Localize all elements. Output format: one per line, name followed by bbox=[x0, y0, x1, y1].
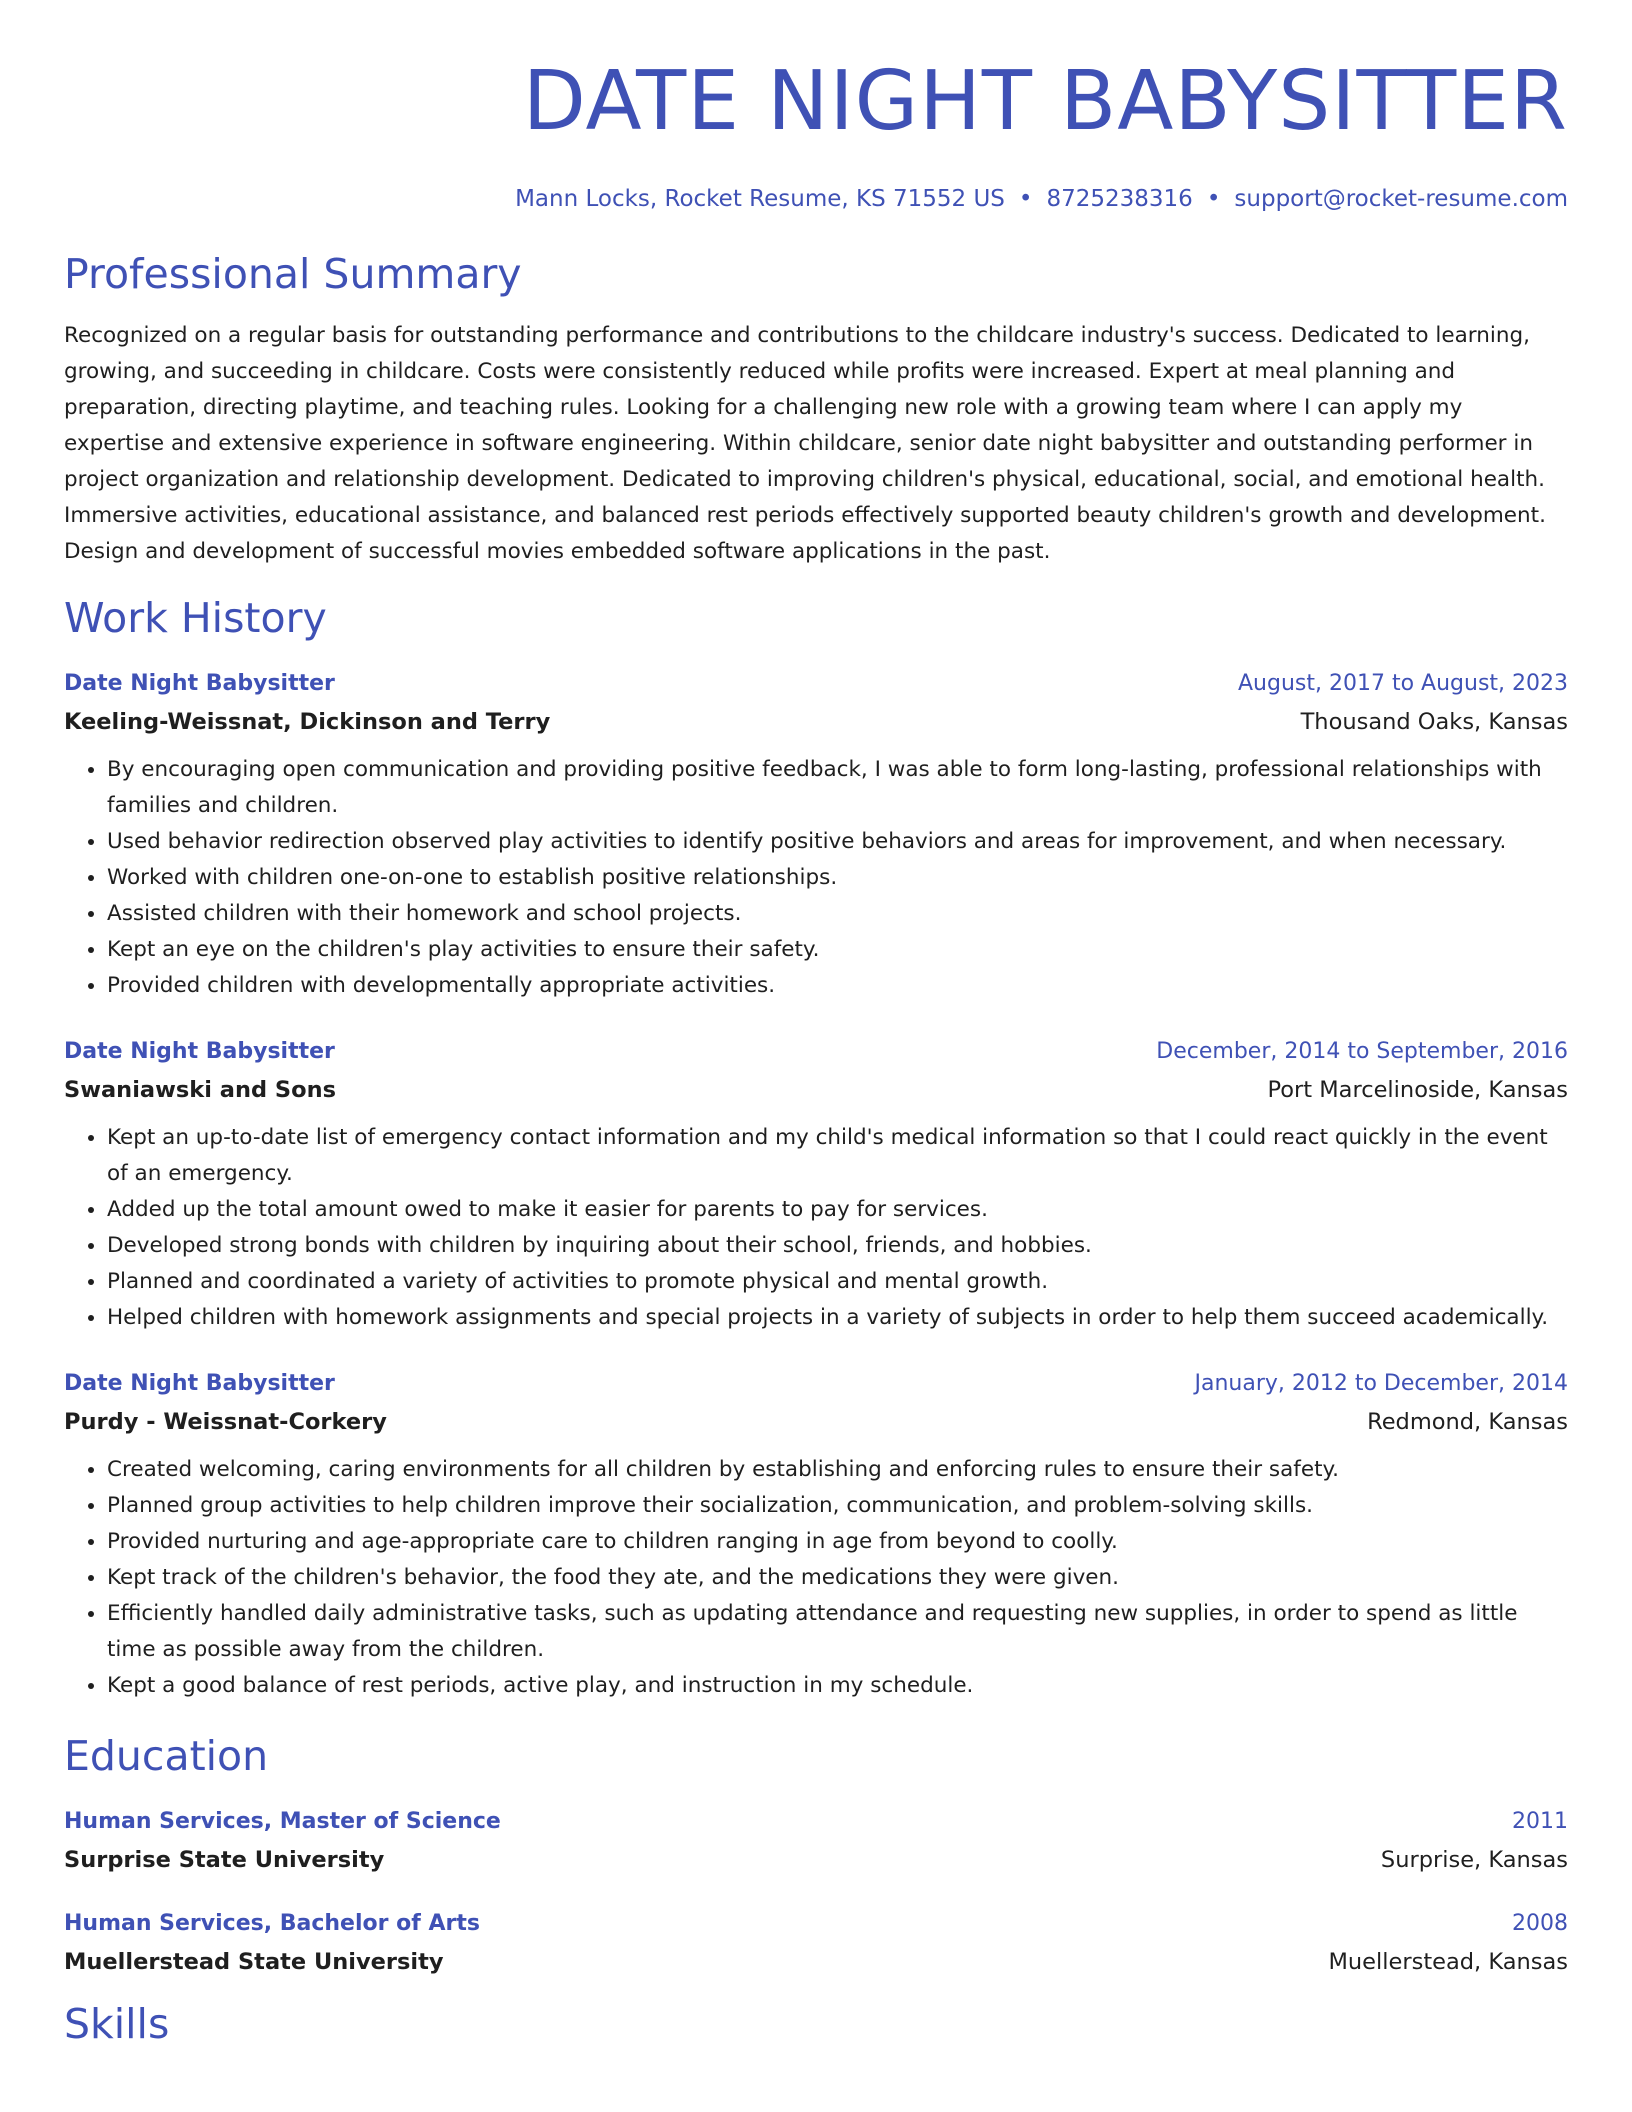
education-entry bbox=[64, 1804, 1568, 1880]
contact-email[interactable]: support@rocket-resume.com bbox=[1234, 186, 1568, 212]
skills-heading: Skills bbox=[64, 2000, 170, 2048]
graduation-year: 2011 bbox=[1512, 1809, 1568, 1834]
contact-line bbox=[64, 182, 1568, 216]
job-company: Swaniawski and Sons bbox=[64, 1077, 336, 1103]
job-company: Purdy - Weissnat-Corkery bbox=[64, 1409, 387, 1435]
bullet-item: • Kept an eye on the children's play activities to ensure their safety. bbox=[107, 932, 1568, 968]
resume-name: DATE NIGHT BABYSITTER bbox=[522, 54, 1568, 149]
bullet-item: • By encouraging open communication and providing positive feedback, I was able to form long-lasting, professional relationships with families and children. bbox=[107, 752, 1568, 824]
separator-dot: • bbox=[1018, 186, 1033, 212]
job-dates: August, 2017 to August, 2023 bbox=[1238, 671, 1568, 696]
job-dates: January, 2012 to December, 2014 bbox=[1194, 1371, 1568, 1396]
bullet-item: • Used behavior redirection observed play activities to identify positive behaviors and areas for improvement, and when necessary. bbox=[107, 824, 1568, 860]
job-bullets bbox=[64, 1452, 1568, 1704]
job-title: Date Night Babysitter bbox=[64, 1371, 335, 1396]
school-location: Muellerstead, Kansas bbox=[1328, 1949, 1568, 1975]
bullet-item: • Provided nurturing and age-appropriate care to children ranging in age from beyond to coolly. bbox=[107, 1524, 1568, 1560]
job-title: Date Night Babysitter bbox=[64, 1039, 335, 1064]
job-title: Date Night Babysitter bbox=[64, 671, 335, 696]
bullet-item: • Provided children with developmentally appropriate activities. bbox=[107, 968, 1568, 1004]
job-location: Thousand Oaks, Kansas bbox=[1300, 709, 1568, 735]
degree: Human Services, Bachelor of Arts bbox=[64, 1911, 480, 1936]
bullet-item: • Assisted children with their homework and school projects. bbox=[107, 896, 1568, 932]
job-dates: December, 2014 to September, 2016 bbox=[1156, 1039, 1568, 1064]
job-company: Keeling-Weissnat, Dickinson and Terry bbox=[64, 709, 551, 735]
school-name: Muellerstead State University bbox=[64, 1949, 444, 1975]
job-location: Redmond, Kansas bbox=[1367, 1409, 1568, 1435]
work-history-heading: Work History bbox=[64, 594, 327, 642]
job-location: Port Marcelinoside, Kansas bbox=[1267, 1077, 1568, 1103]
bullet-item: • Worked with children one-on-one to establish positive relationships. bbox=[107, 860, 1568, 896]
school-name: Surprise State University bbox=[64, 1847, 385, 1873]
contact-phone: 8725238316 bbox=[1046, 186, 1193, 212]
job-entry bbox=[64, 1366, 1568, 1704]
separator-dot: • bbox=[1206, 186, 1221, 212]
graduation-year: 2008 bbox=[1512, 1911, 1568, 1936]
education-entry bbox=[64, 1906, 1568, 1982]
bullet-item: • Created welcoming, caring environments for all children by establishing and enforcing rules to ensure their safety. bbox=[107, 1452, 1568, 1488]
bullet-item: • Helped children with homework assignments and special projects in a variety of subjects in order to help them succeed academically. bbox=[107, 1300, 1568, 1336]
bullet-item: • Planned and coordinated a variety of activities to promote physical and mental growth. bbox=[107, 1264, 1568, 1300]
summary-heading: Professional Summary bbox=[64, 250, 522, 298]
degree: Human Services, Master of Science bbox=[64, 1809, 501, 1834]
bullet-item: • Developed strong bonds with children by inquiring about their school, friends, and hobbies. bbox=[107, 1228, 1568, 1264]
education-heading: Education bbox=[64, 1732, 269, 1780]
school-location: Surprise, Kansas bbox=[1380, 1847, 1568, 1873]
bullet-item: • Planned group activities to help children improve their socialization, communication, and problem-solving skills. bbox=[107, 1488, 1568, 1524]
job-bullets bbox=[64, 1120, 1568, 1336]
job-entry bbox=[64, 666, 1568, 1004]
job-bullets bbox=[64, 752, 1568, 1004]
bullet-item: • Kept an up-to-date list of emergency contact information and my child's medical information so that I could react quickly in the event of an emergency. bbox=[107, 1120, 1568, 1192]
contact-address: Mann Locks, Rocket Resume, KS 71552 US bbox=[515, 186, 1005, 212]
job-entry bbox=[64, 1034, 1568, 1336]
bullet-item: • Added up the total amount owed to make it easier for parents to pay for services. bbox=[107, 1192, 1568, 1228]
summary-text: Recognized on a regular basis for outstanding performance and contributions to the childcare industry's success. Dedicated to learning, growing, and succeeding in childcare. Costs were consistently reduced while profits were increased. Expert at meal planning and preparation, directing playtime, and teaching rules. Looking for a challenging new role with a growing team where I can apply my expertise and extensive experience in software engineering. Within childcare, senior date night babysitter and outstanding performer in project organization and relationship development. Dedicated to improving children's physical, educational, social, and emotional health. Immersive activities, educational assistance, and balanced rest periods effectively supported beauty children's growth and development. Design and development of successful movies embedded software applications in the past. bbox=[64, 323, 1546, 564]
bullet-item: • Efficiently handled daily administrative tasks, such as updating attendance and requesting new supplies, in order to spend as little time as possible away from the children. bbox=[107, 1596, 1568, 1668]
bullet-item: • Kept track of the children's behavior, the food they ate, and the medications they were given. bbox=[107, 1560, 1568, 1596]
bullet-item: • Kept a good balance of rest periods, active play, and instruction in my schedule. bbox=[107, 1668, 1568, 1704]
